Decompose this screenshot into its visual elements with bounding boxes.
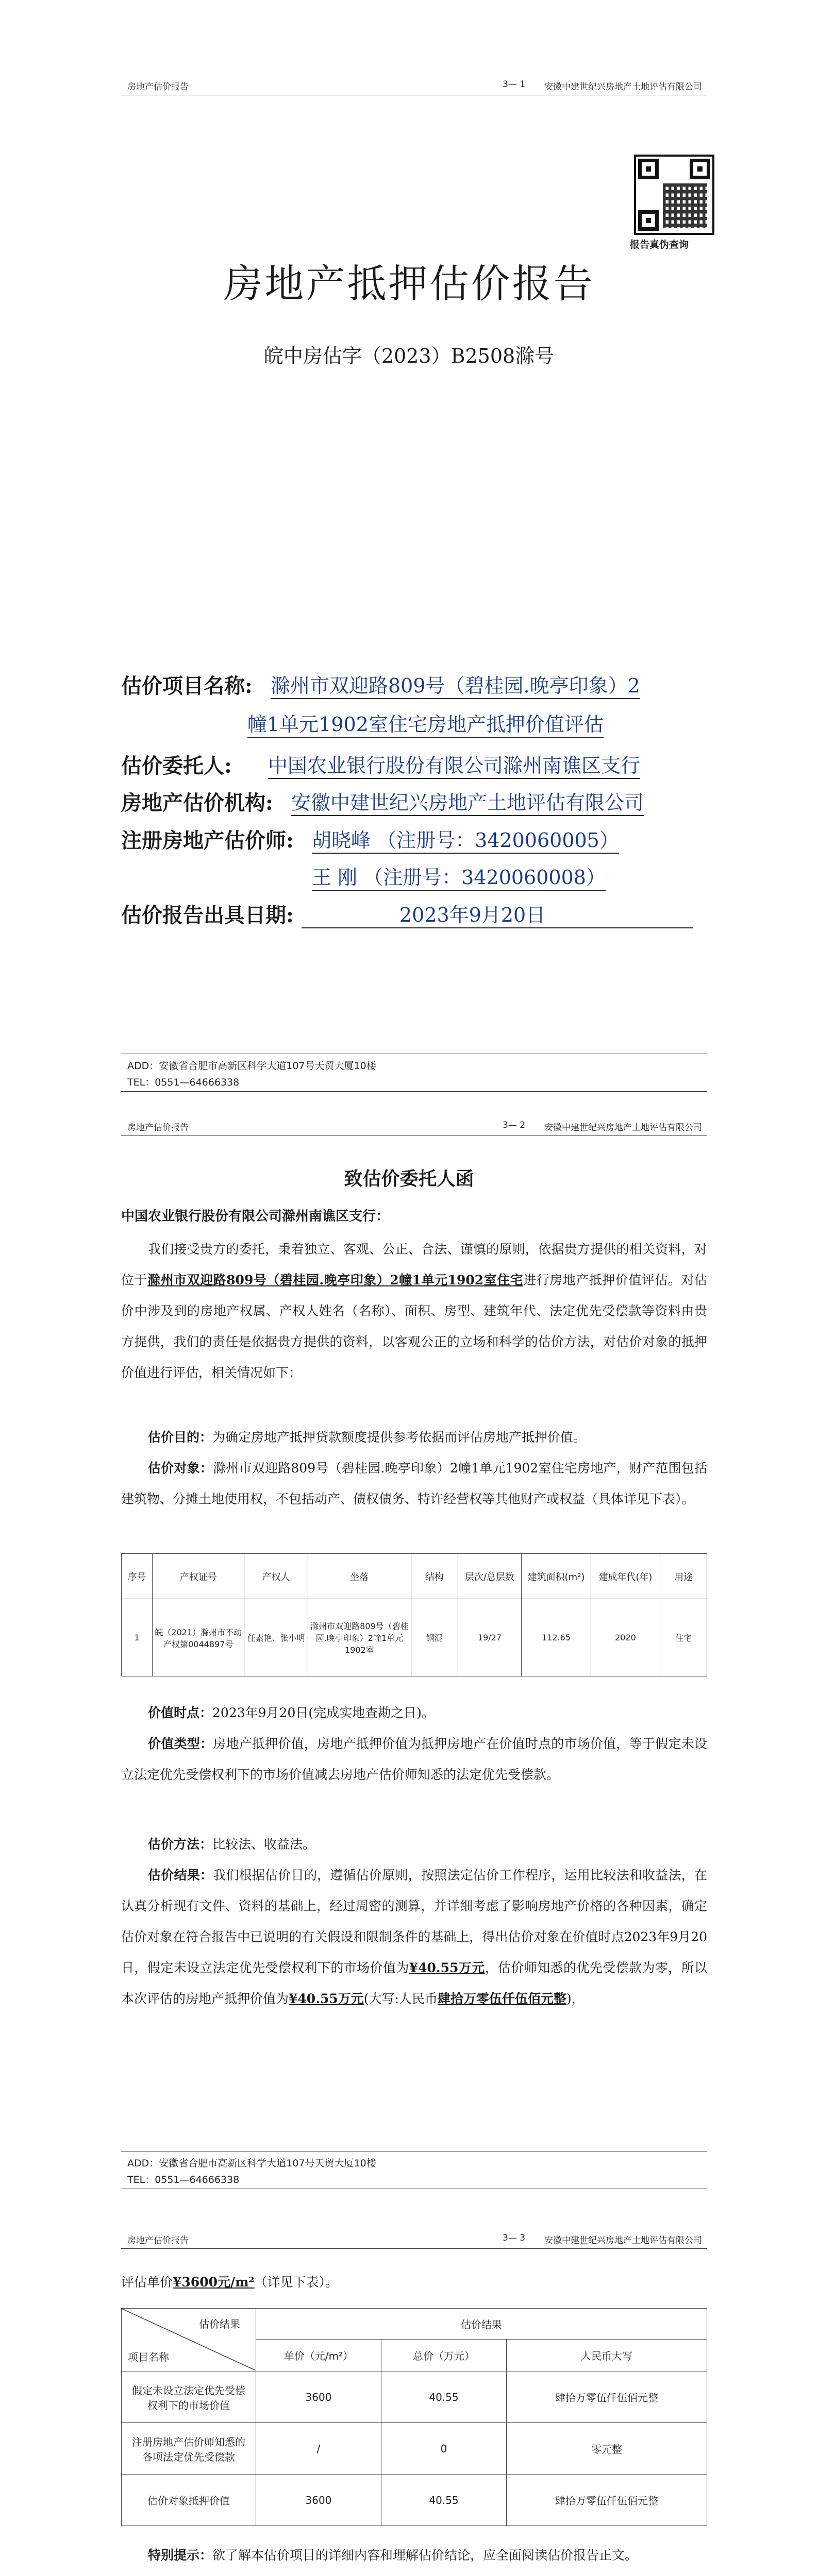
date-value: 2023年9月20日 [302,899,693,928]
letter-title: 致估价委托人函 [344,1168,474,1190]
table-header: 人民币大写 [507,2340,707,2371]
page-footer [121,1054,707,1092]
purpose-paragraph: 估价目的：为确定房地产抵押贷款额度提供参考依据而评估房地产抵押价值。 [148,1430,587,1445]
letter-page [0,1118,818,2226]
header-title: 房地产估价报告 [127,1123,189,1133]
table-header: 单价（元/m²） [256,2340,381,2371]
footer-address: ADD：安徽省合肥市高新区科学大道107号天贸大厦10楼 [127,2158,376,2169]
header-title: 房地产估价报告 [127,2235,189,2246]
property-address: 滁州市双迎路809号（碧桂园.晚亭印象）2幢1单元1902室住宅 [147,1273,524,1287]
result-table [121,2308,707,2526]
result-paragraph: 估价结果：我们根据估价目的，遵循估价原则，按照法定估价工作程序，运用比较法和收益法，在认真分析现有文件、资料的基础上，经过周密的测算，并详细考虑了影响房地产价格的各种因素，确定估价对象在符合报告中已说明的有关假设和限制条件的基础上，得出估价对象在价值时点2023年9月20日，假定未设立法定优先受偿权利下的市场价值为¥40.55万元，估价师知悉的优先受偿款为零，所以本次评估的房地产抵押价值为¥40.55万元(大写:人民币肆拾万零伍仟伍佰元整)， [121,1868,707,2006]
header-company: 安徽中建世纪兴房地产土地评估有限公司 [544,82,702,92]
table-row: 估价对象抵押价值 3600 40.55 肆拾万零伍仟伍佰元整 [122,2475,707,2526]
header-page-number: 3— 2 [503,1120,526,1130]
date-label: 估价报告出具日期: [121,903,294,927]
value-type-paragraph: 价值类型：房地产抵押价值，房地产抵押价值为抵押房地产在价值时点的市场价值，等于假定未设立法定优先受偿权利下的市场价值减去房地产估价师知悉的法定优先受偿款。 [121,1736,707,1782]
page-header [121,2231,707,2249]
result-page [0,2231,818,2576]
unit-price-line: 评估单价¥3600元/m²（详见下表）。 [121,2275,339,2290]
header-company: 安徽中建世纪兴房地产土地评估有限公司 [544,1123,702,1133]
mortgage-value-words: 肆拾万零伍仟伍佰元整 [437,1991,566,2006]
table-header: 序号 [122,1554,153,1599]
agency-label: 房地产估价机构: [121,791,273,815]
header-page-number: 3— 3 [503,2233,526,2243]
header-company: 安徽中建世纪兴房地产土地评估有限公司 [544,2235,702,2246]
table-row: 假定未设立法定优先受偿权利下的市场价值 3600 40.55 肆拾万零伍仟伍佰元整 [122,2371,707,2423]
page-footer [121,2151,707,2189]
table-header: 建筑面积(m²) [522,1554,591,1599]
appraiser-2: 王 刚 （注册号：3420060008） [312,861,606,891]
property-table [121,1553,707,1676]
table-corner: 估价结果 项目名称 [122,2309,256,2371]
header-title: 房地产估价报告 [127,82,189,92]
header-page-number: 3— 1 [503,79,526,90]
footer-tel: TEL：0551—64666338 [127,2174,240,2185]
client-value: 中国农业银行股份有限公司滁州南谯区支行 [268,750,640,779]
appraiser-label: 注册房地产估价师: [121,828,294,853]
table-header: 总价（万元） [381,2340,507,2371]
table-header: 建成年代(年) [591,1554,660,1599]
mortgage-value: ¥40.55万元 [289,1991,364,2006]
table-header: 结构 [411,1554,458,1599]
method-paragraph: 估价方法：比较法、收益法。 [148,1837,316,1852]
report-number: 皖中房估字（2023）B2508滁号 [263,345,555,367]
footer-tel: TEL：0551—64666338 [127,1077,240,1088]
client-label: 估价委托人: [121,754,232,778]
project-label: 估价项目名称: [121,674,253,698]
unit-price-value: ¥3600元/m² [173,2275,255,2290]
footer-address: ADD：安徽省合肥市高新区科学大道107号天贸大厦10楼 [127,1060,376,1072]
cover-page [0,0,818,1103]
table-row: 注册房地产估价师知悉的各项法定优先受偿款 / 0 零元整 [122,2423,707,2475]
letter-intro: 我们接受贵方的委托，秉着独立、客观、公正、合法、谨慎的原则，依据贵方提供的相关资料，对位于滁州市双迎路809号（碧桂园.晚亭印象）2幢1单元1902室住宅进行房地产抵押价值评估。对估价中涉及到的房地产权属、产权人姓名（名称）、面积、房型、建筑年代、法定优先受偿款等资料由贵方提供，我们的责任是依据贵方提供的资料，以客观公正的立场和科学的估价方法，对估价对象的抵押价值进行评估，相关情况如下： [121,1242,707,1380]
project-value-line1: 滁州市双迎路809号（碧桂园.晚亭印象）2 [271,670,640,699]
agency-value: 安徽中建世纪兴房地产土地评估有限公司 [291,787,644,816]
table-header: 产权人 [244,1554,308,1599]
table-header: 用途 [660,1554,707,1599]
letter-addressee: 中国农业银行股份有限公司滁州南谯区支行： [121,1209,390,1224]
page-header [121,1118,707,1136]
appraiser-1: 胡晓峰 （注册号：3420060005） [312,824,619,854]
table-row: 1 皖（2021）滁州市不动产权第0044897号 任素艳、张小明 滁州市双迎路809号（碧桂园.晚亭印象）2幢1单元1902室 钢混 19/27 112.65 2020 住宅 [122,1599,707,1676]
report-title: 房地产抵押估价报告 [223,261,595,307]
project-value-line2: 幢1单元1902室住宅房地产抵押价值评估 [247,708,604,738]
value-date-paragraph: 价值时点：2023年9月20日(完成实地查勘之日)。 [148,1705,435,1720]
special-note: 特别提示：欲了解本估价项目的详细内容和理解估价结论，应全面阅读估价报告正文。 [148,2548,638,2563]
qr-caption: 报告真伪查询 [630,239,689,250]
object-paragraph: 估价对象：滁州市双迎路809号（碧桂园.晚亭印象）2幢1单元1902室住宅房地产，财产范围包括建筑物、分摊土地使用权，不包括动产、债权债务、特许经营权等其他财产或权益（具体详见下表）。 [121,1461,707,1506]
table-header: 估价结果 [256,2309,707,2340]
table-header: 坐落 [308,1554,411,1599]
table-header: 层次/总层数 [458,1554,522,1599]
table-header: 产权证号 [153,1554,244,1599]
qr-code-icon[interactable] [634,155,714,235]
page-header [121,77,707,95]
market-value: ¥40.55万元 [409,1960,485,1975]
